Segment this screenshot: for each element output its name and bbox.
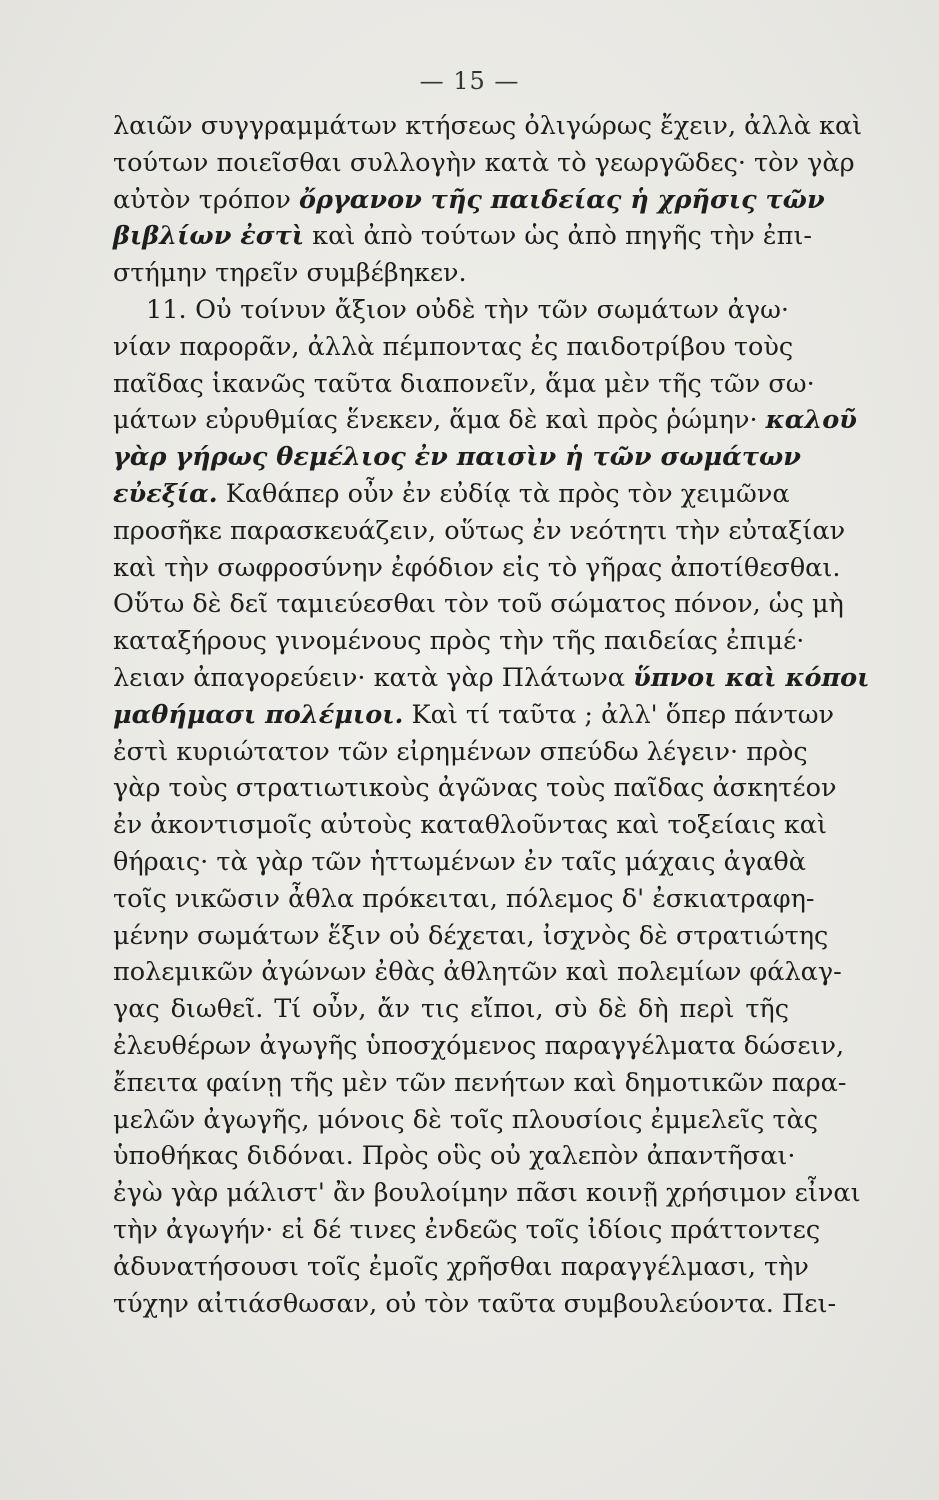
page-number: — 15 —	[419, 67, 520, 95]
italic-phrase: ὄργανον τῆς παιδείας ἡ χρῆσις τῶν	[298, 184, 825, 215]
text-segment: Καθάπερ οὖν ἐν εὐδίᾳ τὰ πρὸς τὸν χειμῶνα	[217, 478, 790, 509]
text-line	[113, 255, 789, 292]
text-line	[113, 1065, 847, 1102]
text-segment: αὐτὸν τρόπον	[113, 184, 299, 215]
text-segment: Καὶ τί ταῦτα ; ἀλλ' ὅπερ πάντων	[403, 699, 835, 730]
text-line	[113, 697, 835, 734]
text-line	[113, 1028, 845, 1065]
italic-phrase: γὰρ γήρως θεμέλιος ἐν παισὶν ἡ τῶν σωμάτων	[113, 442, 801, 473]
text-line	[113, 439, 801, 476]
text-segment: ἐστὶ κυριώτατον τῶν εἰρημένων σπεύδω λέγειν· πρὸς	[113, 736, 808, 767]
text-line	[113, 108, 863, 145]
text-line	[113, 218, 812, 255]
text-line	[113, 1102, 819, 1139]
text-line	[113, 844, 806, 881]
text-line	[113, 1212, 821, 1249]
text-segment: προσῆκε παρασκευάζειν, οὕτως ἐν νεότητι τὴν εὐταξίαν	[113, 515, 846, 546]
text-segment: νίαν παρορᾶν, ἀλλὰ πέμποντας ἐς παιδοτρίβου τοὺς	[113, 331, 794, 362]
text-line	[113, 1286, 837, 1323]
text-line	[113, 476, 789, 513]
text-line	[113, 734, 808, 771]
text-segment: ἐν ἀκοντισμοῖς αὐτοὺς καταθλοῦντας καὶ τοξείαις καὶ	[113, 810, 827, 841]
text-segment: τούτων ποιεῖσθαι συλλογὴν κατὰ τὸ γεωργῶδες· τὸν γὰρ	[113, 147, 855, 178]
body-text	[113, 108, 870, 1322]
text-segment: τὴν ἀγωγήν· εἰ δέ τινες ἐνδεῶς τοῖς ἰδίοις πράττοντες	[113, 1214, 821, 1245]
text-line	[113, 1175, 861, 1212]
text-segment: θήραις· τὰ γὰρ τῶν ἡττωμένων ἐν ταῖς μάχαις ἀγαθὰ	[113, 846, 806, 877]
text-segment: τύχην αἰτιάσθωσαν, οὐ τὸν ταῦτα συμβουλεύοντα. Πει-	[113, 1288, 837, 1319]
text-line	[113, 145, 855, 182]
text-line	[113, 586, 844, 623]
text-line	[113, 1249, 809, 1286]
text-segment: μένην σωμάτων ἕξιν οὐ δέχεται, ἰσχνὸς δὲ στρατιώτης	[113, 920, 829, 951]
text-line	[113, 623, 805, 660]
italic-phrase: εὐεξία.	[113, 478, 218, 509]
text-segment: ἔπειτα φαίνῃ τῆς μὲν τῶν πενήτων καὶ δημοτικῶν παρα-	[113, 1067, 847, 1098]
text-segment: 11. Οὐ τοίνυν ἄξιον οὐδὲ τὴν τῶν σωμάτων ἀγω·	[146, 294, 789, 325]
text-line	[113, 918, 829, 955]
text-segment: ὑποθήκας διδόναι. Πρὸς οὓς οὐ χαλεπὸν ἀπαντῆσαι·	[113, 1141, 796, 1172]
text-segment: παῖδας ἱκανῶς ταῦτα διαπονεῖν, ἅμα μὲν τῆς τῶν σω·	[113, 368, 815, 399]
italic-phrase: καλοῦ	[765, 405, 857, 436]
text-segment: καταξήρους γινομένους πρὸς τὴν τῆς παιδείας ἐπιμέ·	[113, 626, 805, 657]
text-line	[113, 402, 857, 439]
text-segment: μελῶν ἀγωγῆς, μόνοις δὲ τοῖς πλουσίοις ἐμμελεῖς τὰς	[113, 1104, 819, 1135]
text-segment: καὶ ἀπὸ τούτων ὡς ἀπὸ πηγῆς τὴν ἐπι-	[304, 221, 812, 252]
text-line	[113, 182, 825, 219]
text-segment: ἀδυνατήσουσι τοῖς ἐμοῖς χρῆσθαι παραγγέλμασι, τὴν	[113, 1251, 809, 1282]
text-line	[113, 292, 789, 329]
text-line	[113, 807, 827, 844]
text-segment: πολεμικῶν ἀγώνων ἐθὰς ἀθλητῶν καὶ πολεμίων φάλαγ-	[113, 957, 842, 988]
text-segment: μάτων εὐρυθμίας ἕνεκεν, ἅμα δὲ καὶ πρὸς ῥώμην·	[113, 405, 766, 436]
text-segment: λειαν ἀπαγορεύειν· κατὰ γὰρ Πλάτωνα	[113, 662, 634, 693]
text-segment: λαιῶν συγγραμμάτων κτήσεως ὀλιγώρως ἔχειν, ἀλλὰ καὶ	[113, 111, 863, 141]
text-segment: τοῖς νικῶσιν ἆθλα πρόκειται, πόλεμος δ' ἐσκιατραφη-	[113, 883, 815, 914]
italic-phrase: μαθήμασι πολέμιοι.	[113, 699, 404, 730]
text-line	[113, 991, 789, 1028]
text-segment: ἐλευθέρων ἀγωγῆς ὑποσχόμενος παραγγέλματα δώσειν,	[113, 1030, 845, 1061]
italic-phrase: βιβλίων ἐστὶ	[113, 221, 305, 252]
text-line	[113, 513, 846, 550]
text-line	[113, 550, 841, 587]
text-line	[113, 881, 815, 918]
text-line	[113, 660, 870, 697]
text-segment: Οὕτω δὲ δεῖ ταμιεύεσθαι τὸν τοῦ σώματος πόνον, ὡς μὴ	[113, 589, 844, 620]
text-line	[113, 770, 837, 807]
text-line	[113, 366, 815, 403]
text-line	[113, 329, 794, 366]
text-segment: στήμην τηρεῖν συμβέβηκεν.	[113, 258, 467, 289]
text-line	[113, 1138, 796, 1175]
text-segment: γὰρ τοὺς στρατιωτικοὺς ἀγῶνας τοὺς παῖδας ἀσκητέον	[113, 773, 837, 804]
text-segment: ἐγὼ γὰρ μάλιστ' ἂν βουλοίμην πᾶσι κοινῇ χρήσιμον εἶναι	[113, 1178, 861, 1209]
text-segment: καὶ τὴν σωφροσύνην ἐφόδιον εἰς τὸ γῆρας ἀποτίθεσθαι.	[113, 552, 841, 583]
italic-phrase: ὕπνοι καὶ κόποι	[633, 662, 870, 693]
text-segment: γας διωθεῖ. Τί οὖν, ἄν τις εἴποι, σὺ δὲ δὴ περὶ τῆς	[113, 994, 789, 1025]
text-line	[113, 954, 842, 991]
